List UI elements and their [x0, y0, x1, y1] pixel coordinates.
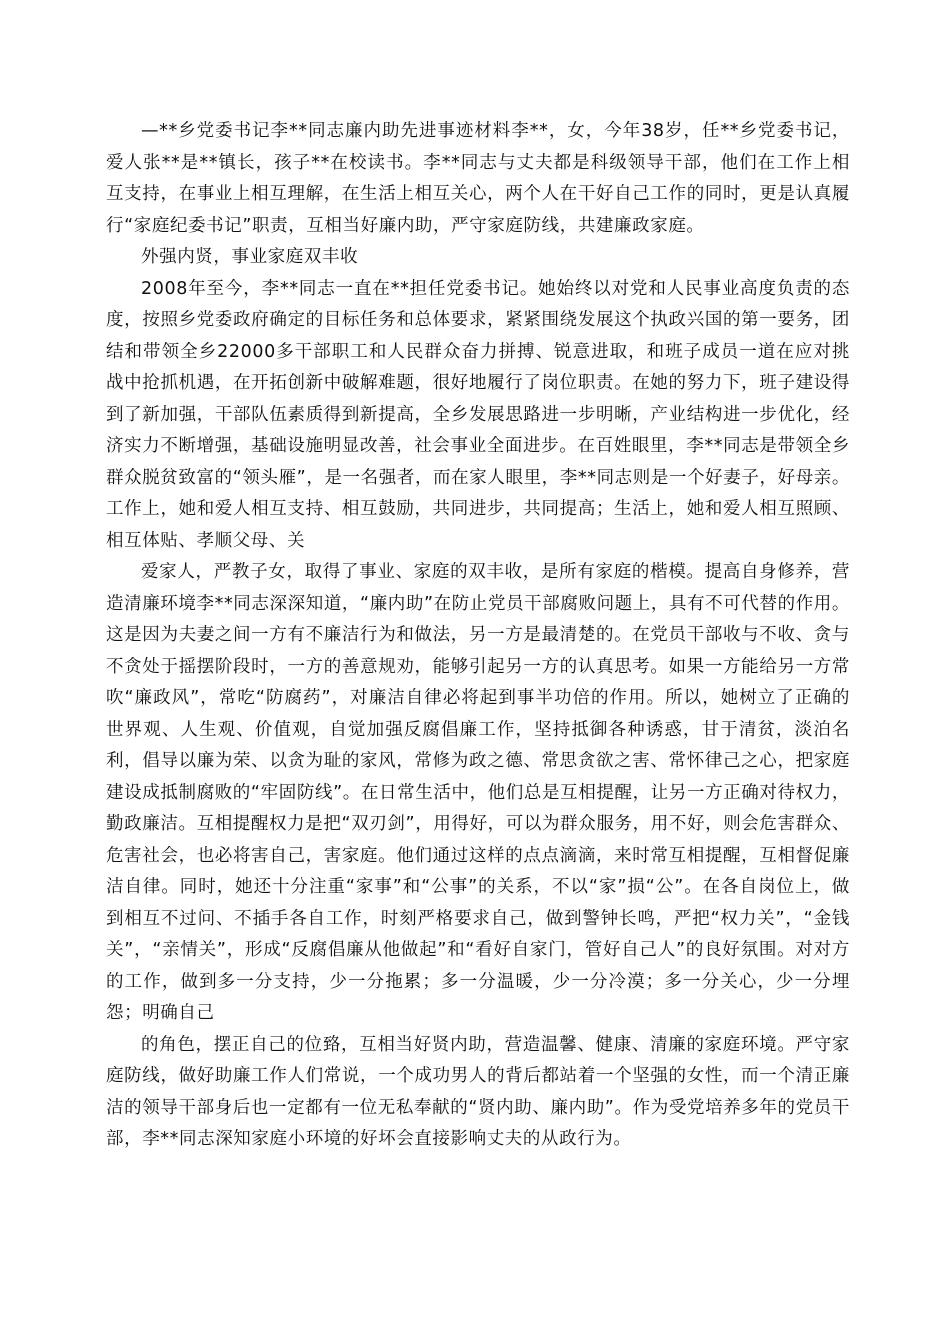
paragraph-family-defense: 的角色，摆正自己的位臵，互相当好贤内助，营造温馨、健康、清廉的家庭环境。严守家庭防线，做好助廉工作人们常说，一个成功男人的背后都站着一个坚强的女性，而一个清正廉洁的领导干部身后也一定都有一位无私奉献的“贤内助、廉内助”。作为受党培养多年的党员干部，李**同志深知家庭小环境的好坏会直接影响丈夫的从政行为。 [106, 1034, 850, 1149]
section-heading: 外强内贤，事业家庭双丰收 [141, 247, 359, 267]
paragraph-intro: —**乡党委书记李**同志廉内助先进事迹材料李**，女，今年38岁，任**乡党委书记，爱人张**是**镇长，孩子**在校读书。李**同志与丈夫都是科级领导干部，他们在工作上相互支持，在事业上相互理解，在生活上相互关心，两个人在干好自己工作的同时，更是认真履行“家庭纪委书记”职责，互相当好廉内助，严守家庭防线，共建廉政家庭。 [106, 121, 850, 236]
paragraph-integrity: 爱家人，严教子女，取得了事业、家庭的双丰收，是所有家庭的楷模。提高自身修养，营造清廉环境李**同志深深知道，“廉内助”在防止党员干部腐败问题上，具有不可代替的作用。这是因为夫妻之间一方有不廉洁行为和做法，另一方是最清楚的。在党员干部收与不收、贪与不贪处于摇摆阶段时，一方的善意规劝，能够引起另一方的认真思考。如果一方能给另一方常吹“廉政风”，常吃“防腐药”，对廉洁自律必将起到事半功倍的作用。所以，她树立了正确的世界观、人生观、价值观，自觉加强反腐倡廉工作，坚持抵御各种诱惑，甘于清贫，淡泊名利，倡导以廉为荣、以贪为耻的家风，常修为政之德、常思贪欲之害、常怀律己之心，把家庭建设成抵制腐败的“牢固防线”。在日常生活中，他们总是互相提醒，让另一方正确对待权力，勤政廉洁。互相提醒权力是把“双刃剑”，用得好，可以为群众服务，用不好，则会危害群众、危害社会，也必将害自己，害家庭。他们通过这样的点点滴滴，来时常互相提醒，互相督促廉洁自律。同时，她还十分注重“家事”和“公事”的关系，不以“家”损“公”。在各自岗位上，做到相互不过问、不插手各自工作，时刻严格要求自己，做到警钟长鸣，严把“权力关”，“金钱关”，“亲情关”，形成“反腐倡廉从他做起”和“看好自家门，管好自己人”的良好氛围。对对方的工作，做到多一分支持，少一分拖累；多一分温暖，少一分冷漠；多一分关心，少一分埋怨；明确自己 [106, 562, 850, 1023]
paragraph-career: 2008年至今，李**同志一直在**担任党委书记。她始终以对党和人民事业高度负责的态度，按照乡党委政府确定的目标任务和总体要求，紧紧围绕发展这个执政兴国的第一要务，团结和带领全乡22000多干部职工和人民群众奋力拼搏、锐意进取，和班子成员一道在应对挑战中抢抓机遇，在开拓创新中破解难题，很好地履行了岗位职责。在她的努力下，班子建设得到了新加强，干部队伍素质得到新提高，全乡发展思路进一步明晰，产业结构进一步优化，经济实力不断增强，基础设施明显改善，社会事业全面进步。在百姓眼里，李**同志是带领全乡群众脱贫致富的“领头雁”，是一名强者，而在家人眼里，李**同志则是一个好妻子，好母亲。工作上，她和爱人相互支持、相互鼓励，共同进步，共同提高；生活上，她和爱人相互照顾、相互体贴、孝顺父母、关 [106, 278, 850, 551]
document-body [106, 116, 850, 1156]
